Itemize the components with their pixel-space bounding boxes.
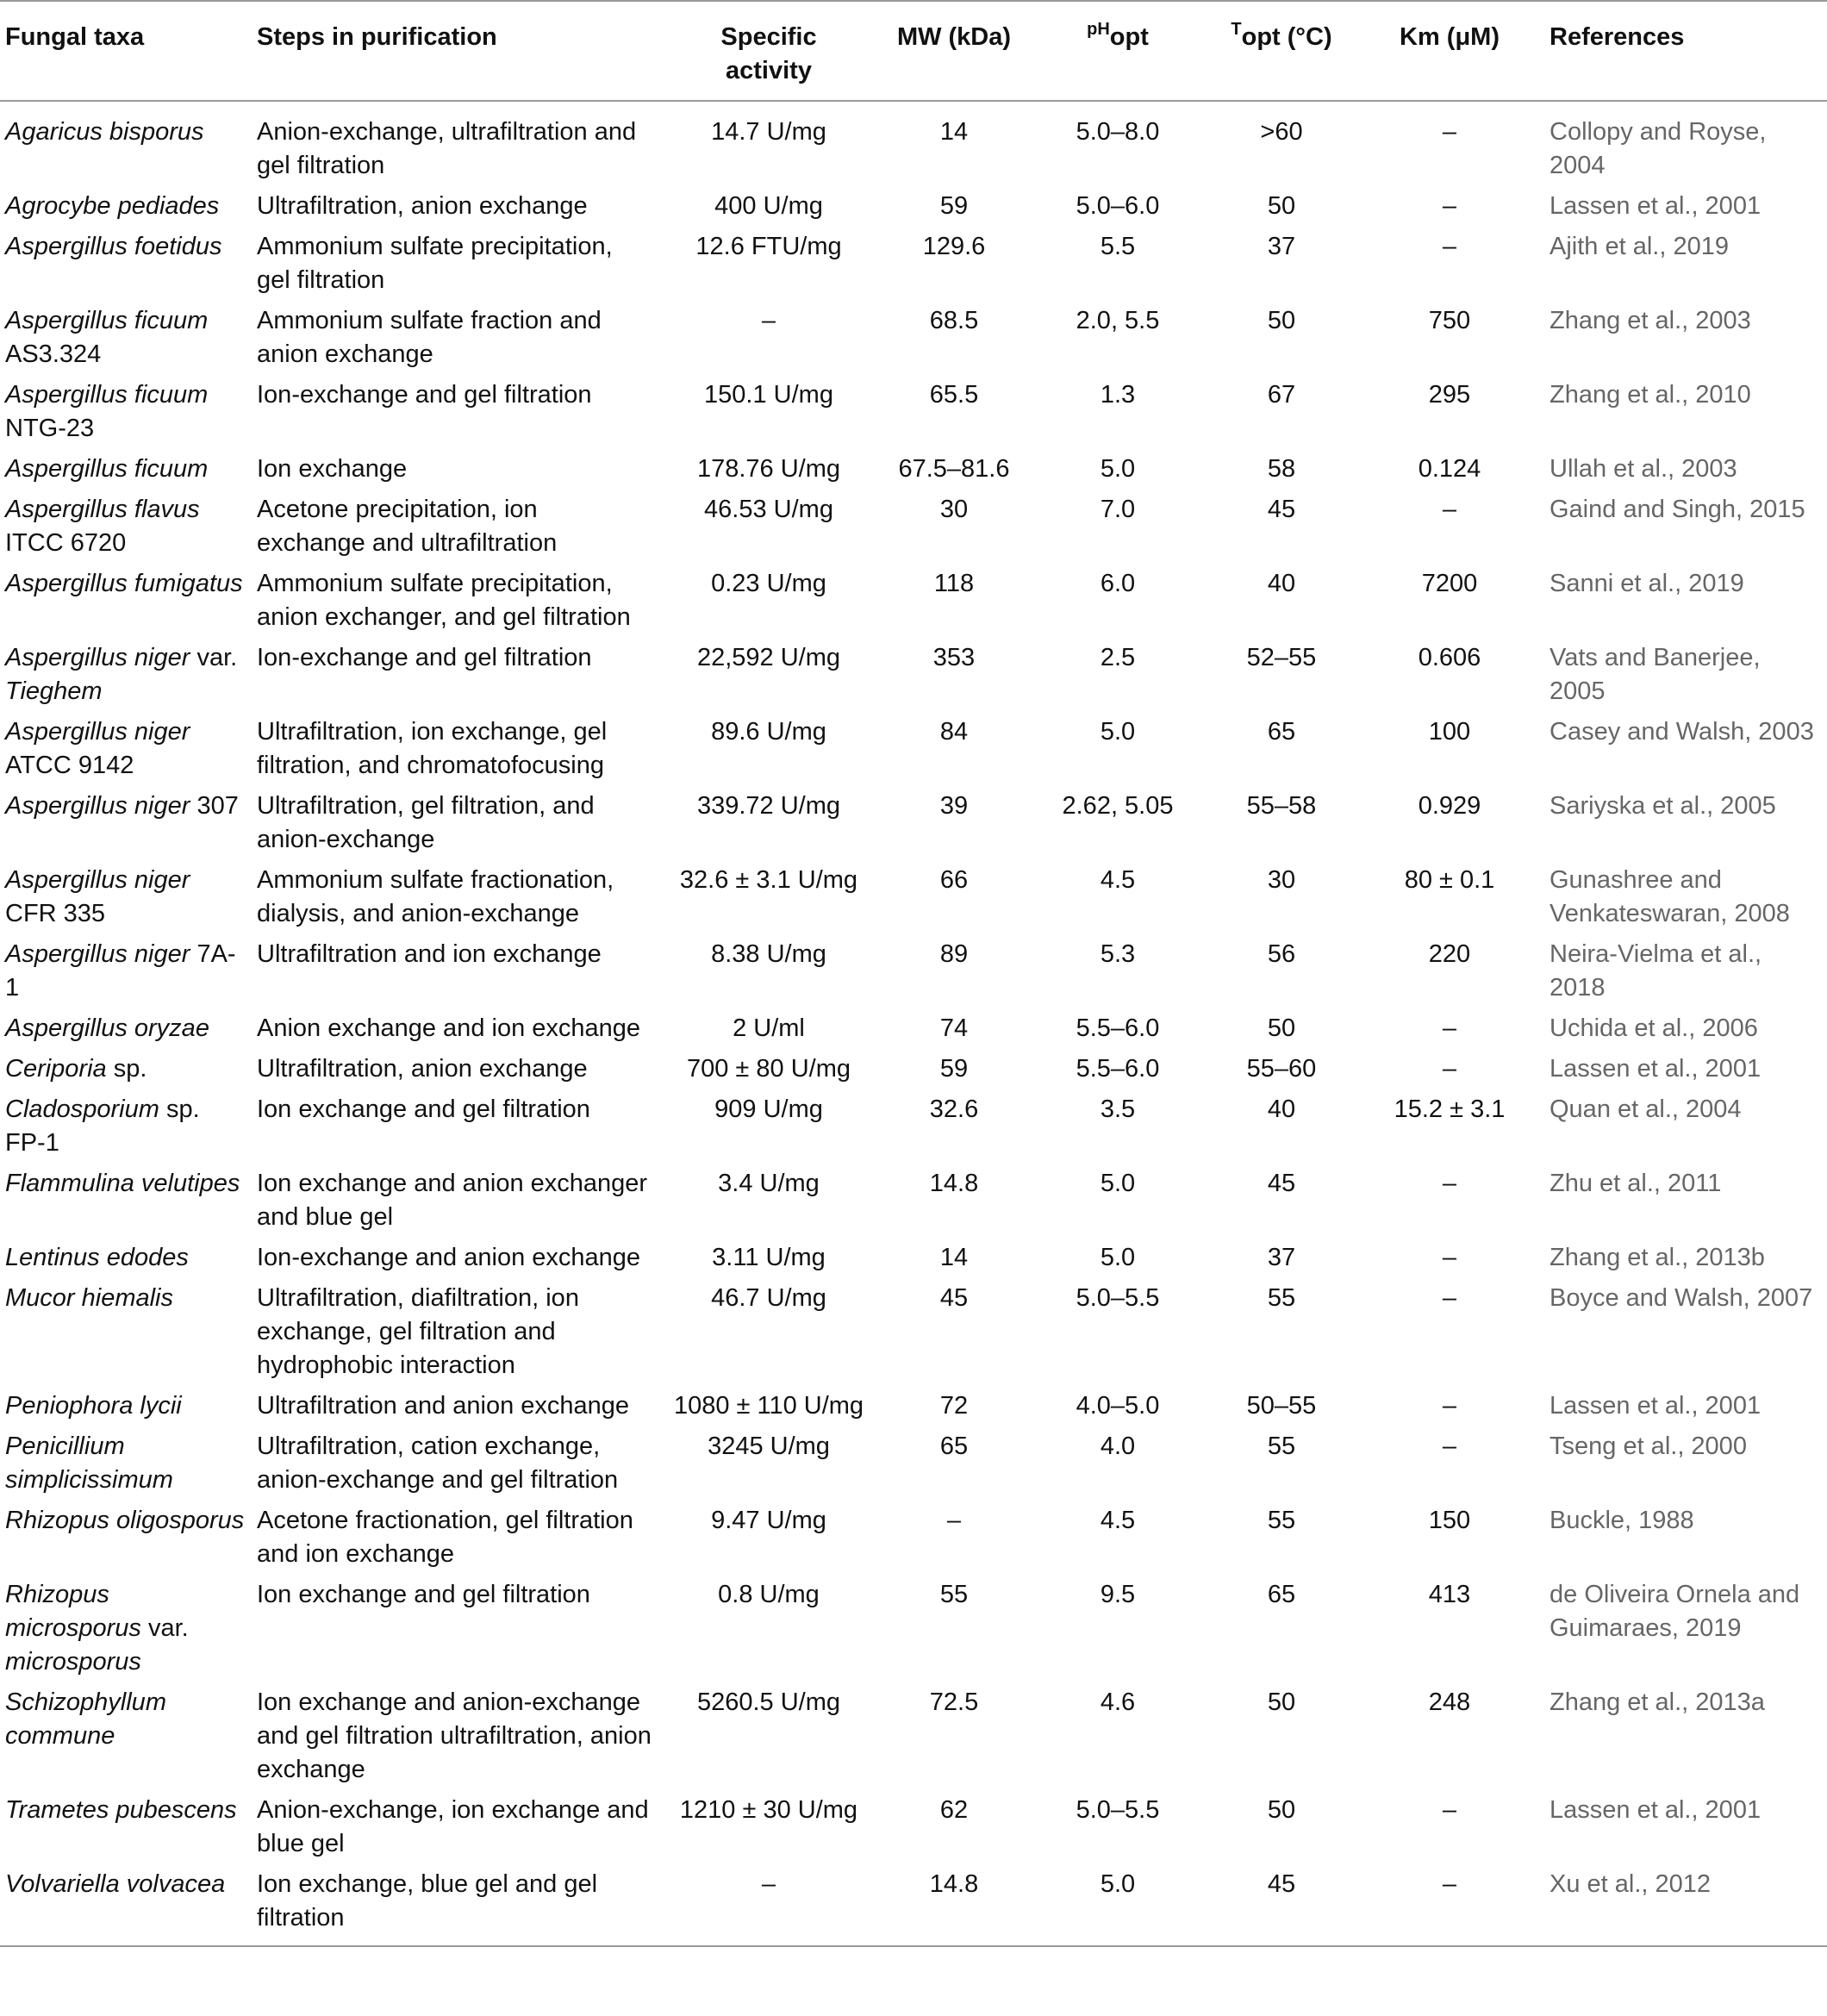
taxa-name: Aspergillus niger: [5, 940, 190, 968]
cell-mw: 353: [932, 644, 976, 671]
cell-steps: Anion-exchange, ultrafiltration and gel filtration: [257, 118, 637, 179]
cell-reference: Casey and Walsh, 2003: [1550, 718, 1814, 746]
cell-reference: Gunashree and Venkateswaran, 2008: [1550, 866, 1790, 927]
cell-activity: 8.38 U/mg: [711, 940, 826, 968]
cell-mw: 118: [933, 570, 975, 597]
cell-activity: 0.8 U/mg: [718, 1581, 820, 1608]
table-row: [0, 375, 1827, 449]
taxa-name: Mucor hiemalis: [5, 1284, 173, 1312]
cell-km: 80 ± 0.1: [1404, 866, 1495, 894]
cell-km: 0.606: [1418, 644, 1481, 671]
cell-temp: 55: [1267, 1284, 1296, 1312]
cell-temp: 50: [1267, 1688, 1296, 1716]
taxa-name: Aspergillus niger: [5, 792, 190, 820]
taxa-name: Trametes pubescens: [5, 1796, 237, 1824]
cell-steps: Anion-exchange, ion exchange and blue gel: [257, 1796, 649, 1857]
cell-steps: Ion exchange and gel filtration: [257, 1581, 590, 1608]
cell-taxa: [0, 1089, 252, 1164]
cell-temp: 50: [1267, 192, 1296, 220]
cell-mw: 14.8: [929, 1170, 979, 1197]
cell-mw: 55: [939, 1581, 969, 1608]
cell-reference: Lassen et al., 2001: [1550, 1392, 1762, 1420]
cell-reference: Buckle, 1988: [1550, 1507, 1694, 1534]
cell-mw: 14.8: [881, 1864, 1027, 1946]
table-row: [0, 1790, 1827, 1864]
cell-ph: 9.5: [1100, 1581, 1136, 1608]
cell-steps: Ultrafiltration and ion exchange: [257, 940, 602, 968]
cell-ph: 4.5: [1100, 1507, 1136, 1534]
cell-activity: 700 ± 80 U/mg: [686, 1055, 851, 1083]
cell-ph: 2.0, 5.5: [1076, 307, 1160, 334]
taxa-name: Aspergillus niger: [5, 718, 190, 746]
cell-taxa: [0, 1682, 252, 1790]
cell-steps: Ion exchange and anion-exchange and gel filtration ultrafiltration, anion exchange: [257, 1688, 652, 1783]
table-row: [0, 1278, 1827, 1386]
table-row: [0, 186, 1827, 227]
cell-mw: 59: [939, 1055, 969, 1083]
cell-km: –: [1442, 496, 1457, 523]
cell-steps: Ammonium sulfate fractionation, dialysis, and anion-exchange: [257, 866, 614, 927]
taxa-variety: microsporus: [5, 1648, 141, 1676]
cell-ph: 5.5–6.0: [1076, 1055, 1160, 1083]
cell-mw: 32.6: [929, 1095, 979, 1123]
taxa-name: Cladosporium: [5, 1095, 159, 1123]
cell-km: –: [1442, 1014, 1457, 1042]
cell-mw: 66: [939, 866, 969, 894]
header-steps: Steps in purification: [252, 1, 657, 101]
cell-mw: 74: [939, 1014, 969, 1042]
cell-taxa: [0, 638, 252, 712]
table-row: [0, 860, 1827, 934]
table-row: [0, 934, 1827, 1008]
cell-ph: 2.5: [1100, 644, 1136, 671]
cell-reference: Neira-Vielma et al., 2018: [1550, 940, 1762, 1002]
taxa-strain: ATCC 9142: [5, 752, 134, 779]
taxa-name: Aspergillus ficuum: [5, 381, 209, 409]
header-refs: References: [1544, 1, 1827, 101]
table-row: [0, 712, 1827, 786]
cell-reference: Zhang et al., 2010: [1550, 381, 1751, 409]
cell-km: –: [1442, 1055, 1457, 1083]
table-row: [0, 1386, 1827, 1426]
cell-temp: 55–58: [1246, 792, 1317, 820]
cell-ph: 5.0–5.5: [1076, 1796, 1160, 1824]
cell-mw: 129.6: [922, 233, 986, 260]
cell-activity: 12.6 FTU/mg: [695, 233, 842, 260]
cell-activity: 14.7 U/mg: [711, 118, 826, 146]
table-row: [0, 564, 1827, 638]
table-row: [0, 786, 1827, 860]
table-row: [0, 1426, 1827, 1501]
cell-activity: 5260.5 U/mg: [696, 1688, 841, 1716]
cell-temp: 55: [1267, 1507, 1296, 1534]
cell-steps: Ultrafiltration, anion exchange: [257, 1055, 588, 1083]
cell-km: –: [1355, 1864, 1544, 1946]
header-activity: [657, 1, 881, 101]
taxa-name: Agaricus bisporus: [5, 118, 204, 146]
cell-activity: 89.6 U/mg: [711, 718, 826, 746]
cell-activity: 909 U/mg: [714, 1095, 823, 1123]
cell-ph: 2.62, 5.05: [1062, 792, 1174, 820]
cell-taxa: [0, 375, 252, 449]
cell-mw: 84: [939, 718, 969, 746]
cell-reference: Zhang et al., 2003: [1550, 307, 1751, 334]
header-activity-line2: activity: [726, 57, 812, 84]
taxa-name: Aspergillus ficuum: [5, 455, 209, 483]
taxa-name: Agrocybe pediades: [5, 192, 220, 220]
cell-temp: 50: [1267, 1014, 1296, 1042]
header-row: [0, 1, 1827, 101]
table-row: [0, 1575, 1827, 1682]
cell-activity: 46.7 U/mg: [711, 1284, 826, 1312]
cell-km: –: [1442, 1796, 1457, 1824]
cell-ph: 5.5–6.0: [1076, 1014, 1160, 1042]
cell-taxa: [0, 1426, 252, 1501]
table-body: [0, 101, 1827, 1946]
taxa-strain: 307: [196, 792, 239, 820]
taxa-name: Aspergillus niger: [5, 644, 190, 671]
taxa-name: Aspergillus oryzae: [5, 1014, 209, 1042]
cell-mw: 72: [939, 1392, 969, 1420]
cell-km: 413: [1428, 1581, 1471, 1608]
cell-taxa: [0, 301, 252, 375]
cell-temp: 37: [1267, 233, 1296, 260]
taxa-name: Flammulina velutipes: [5, 1170, 240, 1197]
header-km: Km (μM): [1355, 1, 1544, 101]
header-activity-line1: Specific: [720, 23, 817, 51]
cell-ph: 4.5: [1100, 866, 1136, 894]
cell-steps: Ammonium sulfate precipitation, gel filtration: [257, 233, 613, 294]
cell-reference: Lassen et al., 2001: [1550, 1796, 1762, 1824]
cell-taxa: [0, 1790, 252, 1864]
cell-reference: Ajith et al., 2019: [1550, 233, 1729, 260]
cell-ph: 7.0: [1100, 496, 1136, 523]
taxa-strain: ITCC 6720: [5, 529, 127, 557]
cell-activity: 9.47 U/mg: [711, 1507, 826, 1534]
cell-temp: 45: [1267, 496, 1296, 523]
cell-taxa: [0, 1501, 252, 1575]
taxa-name: Aspergillus fumigatus: [5, 570, 243, 597]
taxa-strain: sp.: [106, 1055, 147, 1083]
cell-ph: 6.0: [1100, 570, 1136, 597]
table-row: [0, 1501, 1827, 1575]
header-ph: [1027, 1, 1208, 101]
cell-taxa: [0, 934, 252, 1008]
cell-taxa: [0, 1164, 252, 1238]
cell-ph: 5.0–6.0: [1076, 192, 1160, 220]
taxa-name: Aspergillus ficuum: [5, 307, 209, 334]
cell-km: 7200: [1421, 570, 1478, 597]
taxa-strain: sp. FP-1: [5, 1095, 200, 1157]
cell-steps: Ion exchange and anion exchanger and blue gel: [257, 1170, 648, 1231]
cell-temp: 67: [1267, 381, 1296, 409]
table-row: [0, 490, 1827, 564]
cell-steps: Anion exchange and ion exchange: [257, 1014, 641, 1042]
taxa-name: Peniophora lycii: [5, 1392, 182, 1420]
cell-ph: 1.3: [1100, 381, 1136, 409]
cell-km: 220: [1428, 940, 1471, 968]
cell-activity: 1210 ± 30 U/mg: [679, 1796, 858, 1824]
cell-temp: 45: [1267, 1170, 1296, 1197]
cell-mw: 59: [939, 192, 969, 220]
cell-mw: 14: [939, 1244, 969, 1271]
cell-reference: Vats and Banerjee, 2005: [1550, 644, 1761, 705]
cell-reference: de Oliveira Ornela and Guimaraes, 2019: [1550, 1581, 1800, 1642]
table-row: [0, 1049, 1827, 1089]
table-row: [0, 101, 1827, 186]
cell-steps: Ion-exchange and anion exchange: [257, 1244, 641, 1271]
cell-reference: Zhang et al., 2013a: [1550, 1688, 1765, 1716]
table-row: [0, 1238, 1827, 1278]
table-row: [0, 1164, 1827, 1238]
taxa-name: Aspergillus niger: [5, 866, 190, 894]
taxa-strain: CFR 335: [5, 900, 106, 927]
taxa-strain: var.: [196, 644, 238, 671]
cell-steps: Ion-exchange and gel filtration: [257, 381, 592, 409]
cell-km: 15.2 ± 3.1: [1394, 1095, 1506, 1123]
taxa-name: Ceriporia: [5, 1055, 107, 1083]
cell-ph: 5.0: [1100, 1244, 1136, 1271]
table-row: [0, 301, 1827, 375]
cell-steps: Ultrafiltration, cation exchange, anion-exchange and gel filtration: [257, 1432, 619, 1494]
table-row: [0, 1682, 1827, 1790]
cell-steps: Ultrafiltration, diafiltration, ion exchange, gel filtration and hydrophobic interaction: [257, 1284, 579, 1379]
cell-ph: 5.0–5.5: [1076, 1284, 1160, 1312]
cell-taxa: [0, 101, 252, 186]
cell-taxa: [0, 1008, 252, 1049]
cell-km: –: [1442, 192, 1457, 220]
table-row: [0, 1008, 1827, 1049]
cell-steps: Ammonium sulfate precipitation, anion exchanger, and gel filtration: [257, 570, 631, 631]
cell-steps: Ultrafiltration, ion exchange, gel filtration, and chromatofocusing: [257, 718, 608, 779]
cell-temp: 30: [1267, 866, 1296, 894]
cell-ph: 5.0–8.0: [1076, 118, 1160, 146]
header-ph-sup: pH: [1087, 20, 1110, 39]
cell-activity: 0.23 U/mg: [711, 570, 826, 597]
cell-ph: 5.5: [1100, 233, 1136, 260]
cell-km: 0.124: [1418, 455, 1481, 483]
cell-temp: 40: [1267, 1095, 1296, 1123]
header-t-main: opt (°C): [1241, 23, 1332, 51]
cell-km: –: [1442, 118, 1457, 146]
cell-temp: 65: [1267, 718, 1296, 746]
cell-activity: –: [761, 307, 776, 334]
cell-activity: 339.72 U/mg: [696, 792, 841, 820]
cell-ph: 5.0: [1100, 455, 1136, 483]
taxa-name: Aspergillus flavus: [5, 496, 200, 523]
cell-steps: Ion exchange and gel filtration: [257, 1095, 590, 1123]
cell-ph: 4.0: [1100, 1432, 1136, 1460]
cell-taxa: [0, 860, 252, 934]
cell-steps: Ultrafiltration, gel filtration, and anion-exchange: [257, 792, 595, 853]
cell-taxa: [0, 1386, 252, 1426]
cell-km: –: [1442, 1170, 1457, 1197]
cell-km: –: [1442, 1432, 1457, 1460]
cell-mw: 89: [939, 940, 969, 968]
cell-mw: 65.5: [929, 381, 979, 409]
cell-temp: 55: [1267, 1432, 1296, 1460]
cell-mw: 39: [939, 792, 969, 820]
cell-activity: 3.4 U/mg: [718, 1170, 820, 1197]
cell-activity: 46.53 U/mg: [704, 496, 833, 523]
header-t-sup: T: [1231, 20, 1242, 39]
cell-km: 0.929: [1418, 792, 1481, 820]
cell-activity: 400 U/mg: [714, 192, 823, 220]
cell-ph: 4.0–5.0: [1076, 1392, 1160, 1420]
cell-steps: Ion-exchange and gel filtration: [257, 644, 592, 671]
cell-taxa: [0, 1049, 252, 1089]
cell-activity: 150.1 U/mg: [704, 381, 833, 409]
cell-activity: 32.6 ± 3.1 U/mg: [679, 866, 858, 894]
cell-mw: 67.5–81.6: [898, 455, 1010, 483]
taxa-name: Aspergillus foetidus: [5, 233, 222, 260]
taxa-name: Schizophyllum commune: [5, 1688, 166, 1750]
cell-reference: Collopy and Royse, 2004: [1550, 118, 1767, 179]
cell-taxa: [0, 1575, 252, 1682]
cell-taxa: [0, 564, 252, 638]
cell-temp: 40: [1267, 570, 1296, 597]
cell-temp: 50: [1267, 1796, 1296, 1824]
cell-km: –: [1442, 1244, 1457, 1271]
cell-activity: 3.11 U/mg: [712, 1244, 826, 1271]
cell-reference: Lassen et al., 2001: [1550, 1055, 1762, 1083]
taxa-name: Rhizopus oligosporus: [5, 1507, 245, 1534]
cell-ph: 5.0: [1100, 718, 1136, 746]
cell-temp: 65: [1267, 1581, 1296, 1608]
header-t: [1208, 1, 1355, 101]
table-row: [0, 638, 1827, 712]
cell-taxa: [0, 1278, 252, 1386]
cell-reference: Lassen et al., 2001: [1550, 192, 1762, 220]
header-ph-main: opt: [1109, 23, 1149, 51]
cell-reference: Boyce and Walsh, 2007: [1550, 1284, 1813, 1312]
taxa-name: Penicillium simplicissimum: [5, 1432, 173, 1494]
cell-mw: 65: [939, 1432, 969, 1460]
cell-mw: 30: [939, 496, 969, 523]
taxa-strain: NTG-23: [5, 415, 95, 442]
cell-temp: 52–55: [1246, 644, 1317, 671]
cell-temp: 45: [1208, 1864, 1355, 1946]
cell-reference: Ullah et al., 2003: [1550, 455, 1737, 483]
cell-reference: Quan et al., 2004: [1550, 1095, 1742, 1123]
cell-reference: Sanni et al., 2019: [1550, 570, 1744, 597]
cell-km: 295: [1428, 381, 1471, 409]
cell-reference: Tseng et al., 2000: [1550, 1432, 1747, 1460]
header-taxa: Fungal taxa: [0, 1, 252, 101]
cell-km: –: [1442, 1284, 1457, 1312]
taxa-strain: AS3.324: [5, 340, 102, 368]
cell-ph: 5.3: [1100, 940, 1136, 968]
table-row: [0, 1864, 1827, 1946]
cell-activity: 2 U/ml: [733, 1014, 805, 1042]
table-row: [0, 1089, 1827, 1164]
cell-steps: Ultrafiltration and anion exchange: [257, 1392, 630, 1420]
cell-steps: Ultrafiltration, anion exchange: [257, 192, 588, 220]
cell-activity: 3245 U/mg: [708, 1432, 830, 1460]
cell-steps: Ion exchange, blue gel and gel filtration: [252, 1864, 657, 1946]
taxa-strain: 7A-1: [5, 940, 236, 1002]
cell-temp: 56: [1267, 940, 1296, 968]
cell-km: –: [1442, 1392, 1457, 1420]
cell-ph: 3.5: [1100, 1095, 1136, 1123]
cell-reference: Gaind and Singh, 2015: [1550, 496, 1805, 523]
cell-steps: Acetone fractionation, gel filtration and ion exchange: [257, 1507, 633, 1568]
cell-reference: Zhang et al., 2013b: [1550, 1244, 1765, 1271]
cell-ph: 5.0: [1027, 1864, 1208, 1946]
cell-mw: 14: [939, 118, 969, 146]
cell-activity: 22,592 U/mg: [696, 644, 841, 671]
taxa-name: Volvariella volvacea: [5, 1870, 226, 1898]
cell-taxa: [0, 227, 252, 301]
cell-temp: >60: [1260, 118, 1303, 146]
cell-km: –: [1442, 233, 1457, 260]
cell-mw: –: [946, 1507, 962, 1534]
cell-taxa: [0, 1864, 252, 1946]
cell-reference: Uchida et al., 2006: [1550, 1014, 1758, 1042]
cell-activity: –: [657, 1864, 881, 1946]
cell-mw: 62: [939, 1796, 969, 1824]
cell-taxa: [0, 449, 252, 490]
header-mw: MW (kDa): [881, 1, 1027, 101]
cell-temp: 55–60: [1246, 1055, 1317, 1083]
cell-temp: 50: [1267, 307, 1296, 334]
table-row: [0, 227, 1827, 301]
taxa-name: Rhizopus microsporus: [5, 1581, 141, 1642]
cell-taxa: [0, 1238, 252, 1278]
cell-mw: 45: [939, 1284, 969, 1312]
cell-taxa: [0, 786, 252, 860]
taxa-strain: var.: [140, 1614, 189, 1642]
cell-steps: Acetone precipitation, ion exchange and ultrafiltration: [257, 496, 558, 557]
cell-activity: 178.76 U/mg: [696, 455, 841, 483]
cell-km: 248: [1428, 1688, 1471, 1716]
cell-steps: Ammonium sulfate fraction and anion exchange: [257, 307, 602, 368]
cell-steps: Ion exchange: [257, 455, 408, 483]
cell-mw: 68.5: [929, 307, 979, 334]
cell-temp: 37: [1267, 1244, 1296, 1271]
cell-temp: 58: [1267, 455, 1296, 483]
cell-taxa: [0, 712, 252, 786]
cell-reference: Zhu et al., 2011: [1550, 1170, 1722, 1197]
cell-ph: 4.6: [1100, 1688, 1136, 1716]
cell-taxa: [0, 186, 252, 227]
taxa-variety: Tieghem: [5, 677, 103, 705]
cell-mw: 72.5: [929, 1688, 979, 1716]
cell-reference: Xu et al., 2012: [1544, 1864, 1827, 1946]
cell-km: 100: [1428, 718, 1471, 746]
taxa-name: Lentinus edodes: [5, 1244, 189, 1271]
cell-ph: 5.0: [1100, 1170, 1136, 1197]
cell-taxa: [0, 490, 252, 564]
cell-km: 150: [1428, 1507, 1471, 1534]
cell-reference: Sariyska et al., 2005: [1550, 792, 1776, 820]
cell-temp: 50–55: [1246, 1392, 1317, 1420]
table-row: [0, 449, 1827, 490]
cell-km: 750: [1428, 307, 1471, 334]
cell-activity: 1080 ± 110 U/mg: [673, 1392, 864, 1420]
